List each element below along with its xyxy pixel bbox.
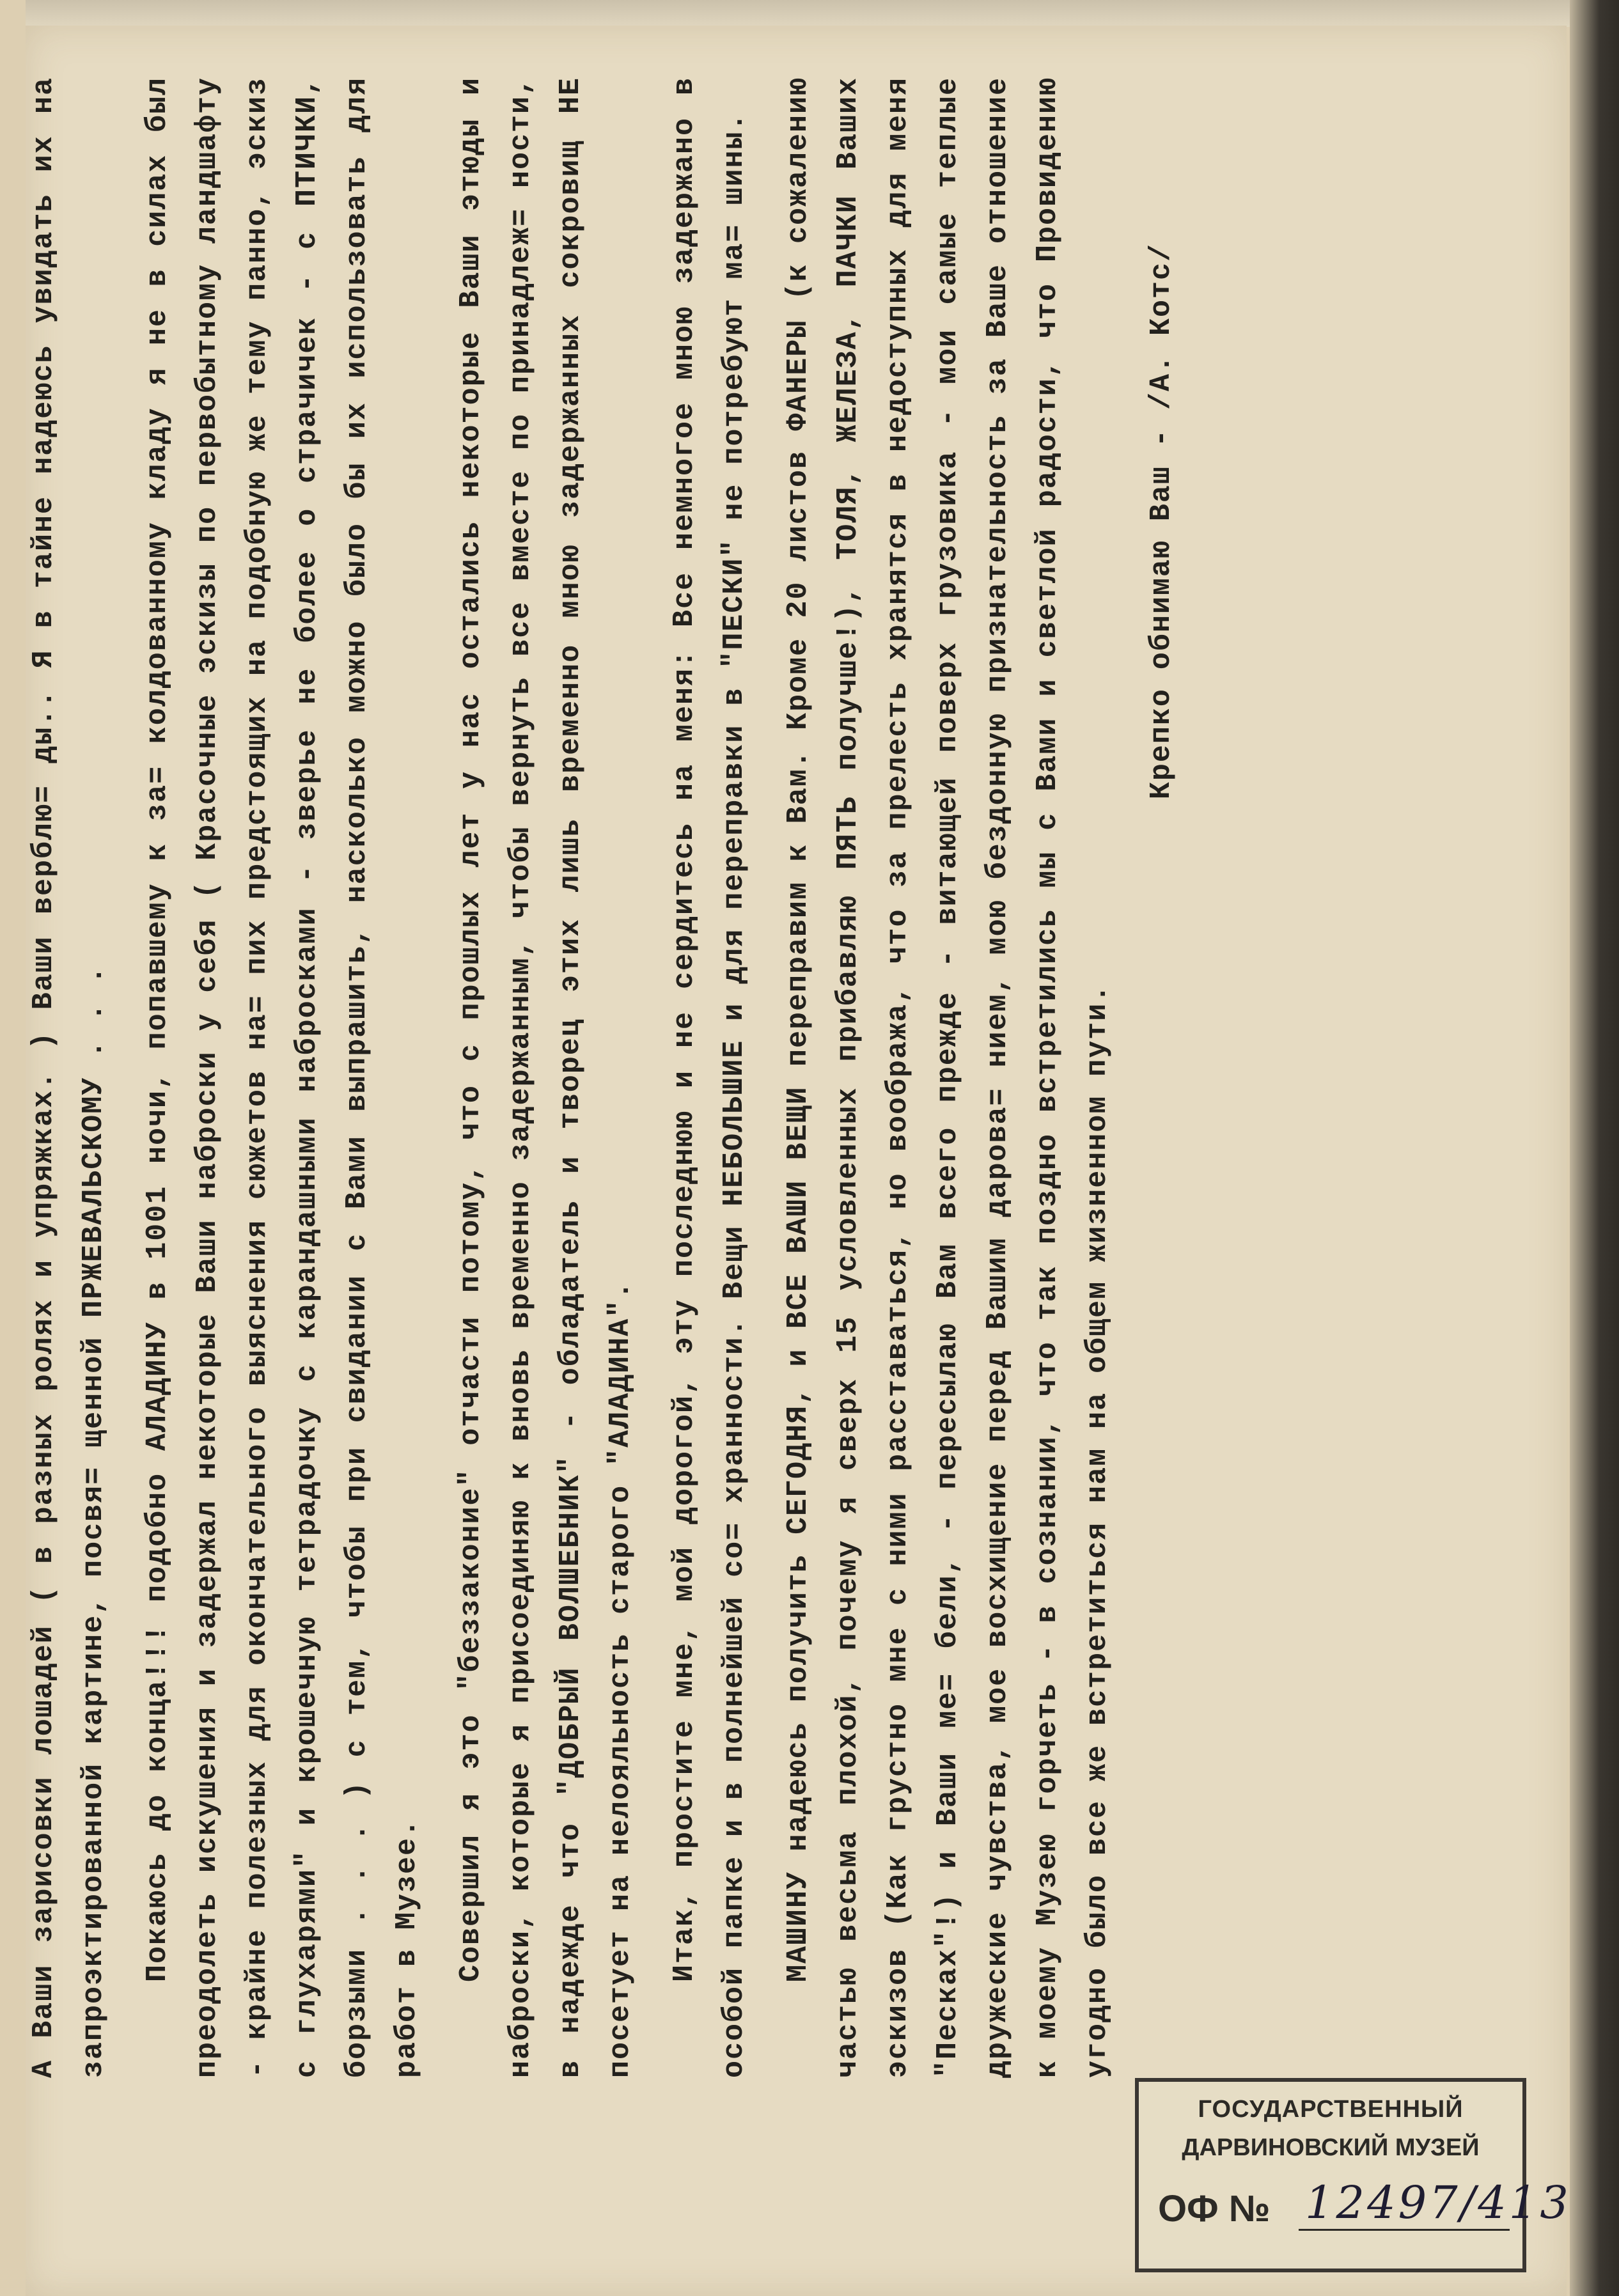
stamp-museum-line2: ДАРВИНОВСКИЙ МУЗЕЙ bbox=[1182, 2134, 1480, 2161]
stamp-prefix: ОФ № bbox=[1158, 2188, 1271, 2230]
museum-inventory-stamp bbox=[1135, 2078, 1571, 2272]
paper-back-edge bbox=[1570, 0, 1619, 2296]
paragraph-2: Покаюсь до конца!!! подобно АЛАДИНУ в 1001 ночи, попавшему к за= колдованному кладу я не в силах был преодолеть искушения и задержал некоторые Ваши наброски у себя ( Красочные эскизы по первобытному ландшафту - крайне полезных для окончательного выяснения сюжетов на= пих предстоящих на подобную же тему панно, эскиз с глухарями" и крошечную тетрадочку с карандашными набросками - зверье не более о страчичек - с ПТИЧКИ, борзыми . . . ) с тем, чтобы при свидании с Вами выпрашить, насколько можно было бы их использовать для работ в Музее. bbox=[141, 77, 423, 2078]
stamp-underline bbox=[1299, 2229, 1510, 2231]
paragraph-5: МАШИНУ надеюсь получить СЕГОДНЯ, и ВСЕ ВАШИ ВЕЩИ переправим к Вам. Кроме 20 листов ФАНЕРЫ (к сожалению частью весьма плохой, почему я сверх 15 условленных прибавляю ПЯТЬ получше!), ТОЛЯ, ЖЕЛЕЗА, ПАЧКИ Ваших эскизов (Как грустно мне с ними расставаться, но вообража, что за прелесть хранятся в недоступных для меня "Песках"!) и Ваши ме= бели, - пересылаю Вам всего прежде - витающей поверх грузовика - мои самые теплые дружеские чувства, мое восхищение перед Вашим дарова= нием, мою бездонную признательность за Ваше отношение к моему Музею горчеть - в сознании, что так поздно встретились мы с Вами и светлой радости, что Провидению угодно было все же встретиться нам на общем жизненном пути. bbox=[782, 77, 1114, 2078]
paragraph-3: Совершил я это "беззаконие" отчасти потому, что с прошлых лет у нас остались некоторые Ваши этюды и наброски, которые я присоединяю к вновь временно задержанным, чтобы вернуть все вместе по принадлеж= ности, в надежде что "ДОБРЫЙ ВОЛШЕБНИК" - обладатель и творец этих лишь временно мною задержанных сокровищ НЕ посетует на нелояльность старого "АЛАДИНА". bbox=[455, 77, 637, 2078]
paragraph-4: Итак, простите мне, мой дорогой, эту последнюю и не сердитесь на меня: Все немногое мною задержано в особой папке и в полнейшей со= хранности. Вещи НЕБОЛЬШИЕ и для переправки в "ПЕСКИ" не потребуют ма= шины. bbox=[668, 77, 751, 2078]
stamp-museum-line1: ГОСУДАРСТВЕННЫЙ bbox=[1198, 2096, 1464, 2123]
letter-body bbox=[19, 77, 1375, 2078]
paper-top-edge bbox=[26, 0, 1573, 27]
paragraph-1: А Ваши зарисовки лошадей ( в разных ролях и упряжках. ) Ваши верблю= ды.. Я в тайне надеюсь увидать их на запроэктированной картине, посвя= щенной ПРЖЕВАЛЬСКОМУ . . . bbox=[27, 77, 110, 2078]
closing-signature: Крепко обнимаю Ваш - /А. Котс/ bbox=[1145, 243, 1178, 800]
stamp-inventory-number: 12497/413 bbox=[1305, 2176, 1571, 2229]
letter-body-rotated bbox=[6, 51, 1375, 2084]
